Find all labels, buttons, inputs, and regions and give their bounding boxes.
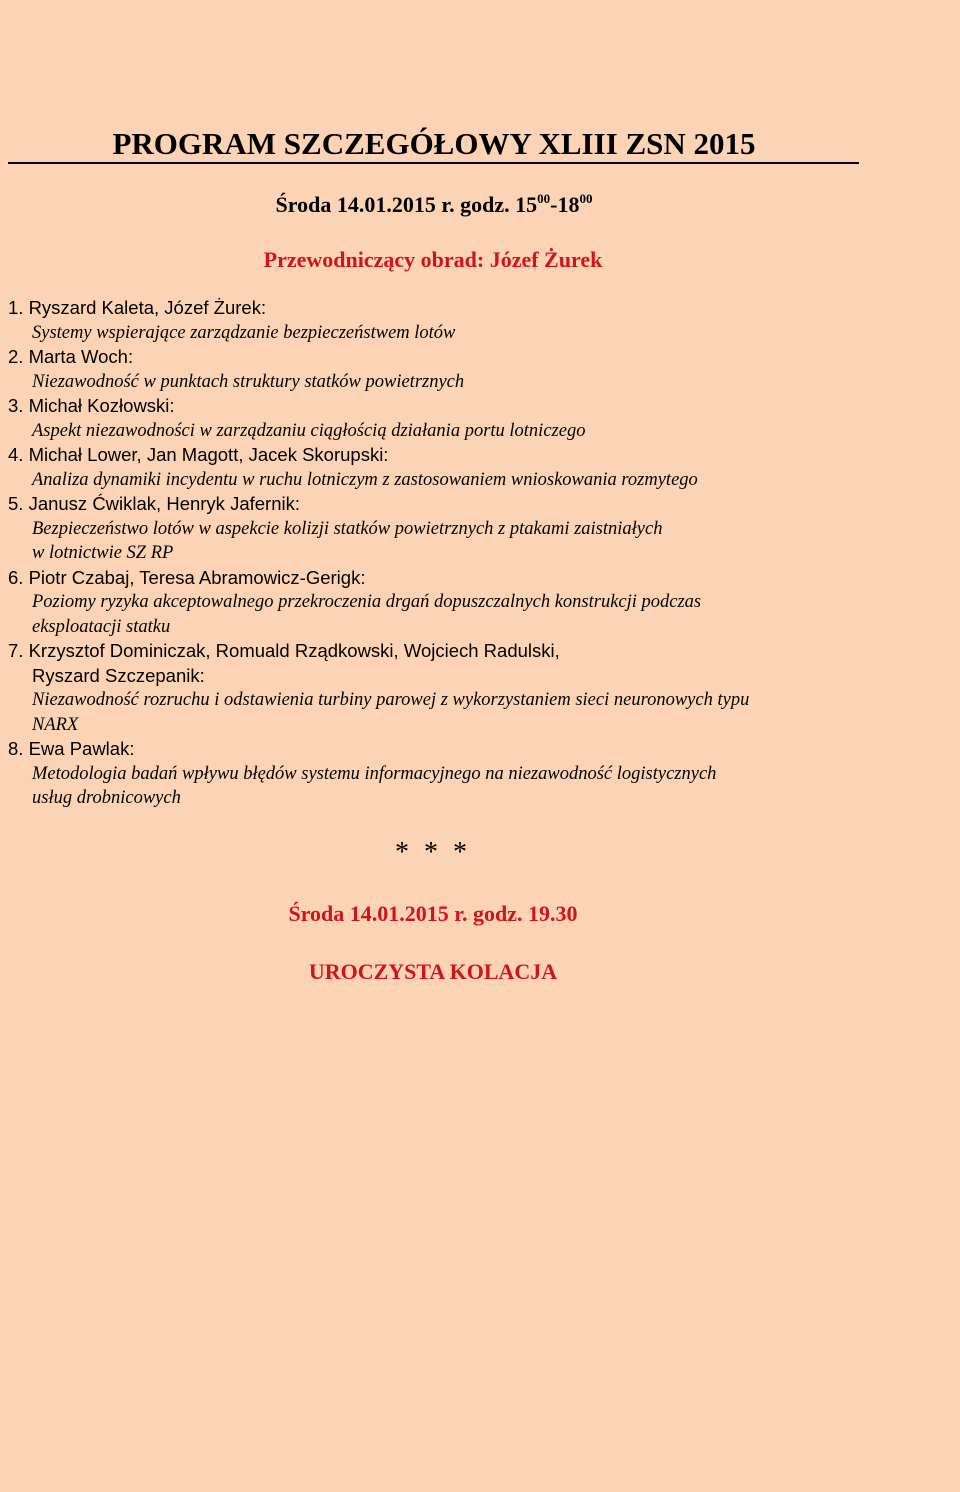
dinner-title: UROCZYSTA KOLACJA [308, 959, 558, 984]
talk-title-line: Poziomy ryzyka akceptowalnego przekroczenia drgań dopuszczalnych konstrukcji podczas [32, 592, 702, 612]
talk-title-line: NARX [32, 714, 79, 735]
talk-authors: 6. Piotr Czabaj, Teresa Abramowicz-Gerigk: [8, 566, 366, 588]
talk-list [8, 296, 908, 811]
title-underline [8, 162, 859, 164]
talk-title-line: Aspekt niezawodności w zarządzaniu ciągłością działania portu lotniczego [32, 420, 586, 441]
talk-authors: 8. Ewa Pawlak: [8, 738, 135, 759]
talk-authors-line: Ryszard Szczepanik: [32, 664, 205, 686]
section-separator: * * * [395, 837, 471, 868]
talk-title [8, 370, 908, 395]
talk-title [8, 321, 908, 346]
talk-authors: 5. Janusz Ćwiklak, Henryk Jafernik: [8, 493, 300, 514]
talk-item [8, 345, 908, 394]
session-time-prefix: Środa 14.01.2015 r. godz. 15 [275, 192, 538, 217]
talk-item [8, 639, 908, 737]
talk-title-line: w lotnictwie SZ RP [32, 543, 174, 563]
talk-authors-line: 7. Krzysztof Dominiczak, Romuald Rządkowski, Wojciech Radulski, [8, 640, 560, 661]
session-chair: Przewodniczący obrad: Józef Żurek [263, 247, 603, 272]
talk-item [8, 443, 908, 492]
talk-item [8, 566, 908, 640]
talk-title-line: Analiza dynamiki incydentu w ruchu lotniczym z zastosowaniem wnioskowania rozmytego [32, 469, 698, 490]
talk-title [8, 590, 908, 639]
talk-title [8, 517, 908, 566]
talk-title [8, 762, 908, 811]
talk-item [8, 394, 908, 443]
talk-item [8, 492, 908, 566]
talk-authors: 1. Ryszard Kaleta, Józef Żurek: [8, 297, 267, 318]
session-time-end-minutes: 00 [579, 191, 593, 206]
session-time [0, 190, 868, 223]
talk-title [8, 419, 908, 444]
talk-title-line: Metodologia badań wpływu błędów systemu informacyjnego na niezawodność logistycznych [32, 763, 717, 784]
talk-title-line: Bezpieczeństwo lotów w aspekcie kolizji statków powietrznych z ptakami zaistniałych [32, 518, 663, 539]
talk-authors: 3. Michał Kozłowski: [8, 395, 175, 416]
talk-title [8, 468, 908, 493]
page-title: PROGRAM SZCZEGÓŁOWY XLIII ZSN 2015 [112, 126, 756, 161]
talk-authors: 4. Michał Lower, Jan Magott, Jacek Skorupski: [8, 444, 389, 465]
talk-title-line: Systemy wspierające zarządzanie bezpieczeństwem lotów [32, 322, 456, 343]
talk-title-line: usług drobnicowych [32, 788, 181, 808]
talk-item [8, 737, 908, 811]
talk-title-line: Niezawodność rozruchu i odstawienia turbiny parowej z wykorzystaniem sieci neuronowych typu [32, 690, 750, 710]
session-time-start-minutes: 00 [537, 191, 551, 206]
talk-title-line: eksploatacji statku [32, 616, 171, 637]
dinner-time: Środa 14.01.2015 r. godz. 19.30 [288, 901, 578, 926]
talk-title-line: Niezawodność w punktach struktury statków powietrznych [32, 371, 465, 392]
session-time-end-hour: -18 [550, 192, 580, 217]
talk-item [8, 296, 908, 345]
talk-authors: 2. Marta Woch: [8, 346, 134, 367]
talk-authors [8, 639, 908, 688]
talk-title [8, 688, 908, 737]
